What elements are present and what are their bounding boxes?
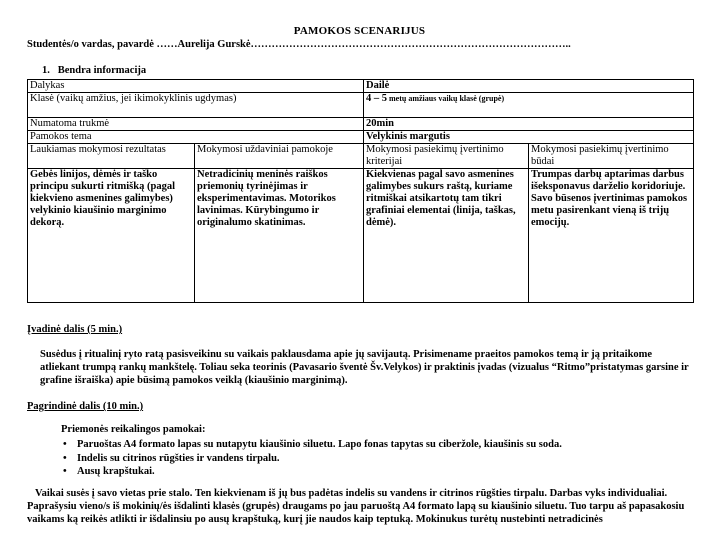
intro-heading: Įvadinė dalis (5 min.) [27, 324, 123, 335]
general-info-table [27, 79, 694, 303]
list-item: • Indelis su citrinos rūgšties ir vandens tirpalu. [63, 452, 693, 466]
info-header-row [28, 144, 694, 169]
student-label: Studentės/o vardas, pavardė [27, 39, 154, 50]
column-header: Laukiamas mokymosi rezultatas [28, 144, 195, 169]
info-content-row [28, 169, 694, 303]
intro-paragraph: Susėdus į ritualinį ryto ratą pasisveikinu su vaikais paklausdama apie jų savijautą. Prisimename praeitos pamokos temą ir ją pritaikome atliekant trumpą rankų mankštelę. Toliau seka teorinis (Pavasario šventė Šv.Velykos) ir praktinis įvadas (vizualus “Ritmo”pristatymas garsine ir grafine išraiška) apie būsimą pamokos veiklą (kiaušinio marginimą). [40, 349, 689, 386]
info-row-topic [28, 131, 694, 144]
tools-label: Priemonės reikalingos pamokai: [61, 424, 206, 435]
column-header: Mokymosi pasiekimų įvertinimo kriterijai [364, 144, 529, 169]
list-item: • Paruoštas A4 formato lapas su nutapytu kiaušinio siluetu. Lapo fonas tapytas su ciberžole, kiaušinis su soda. [63, 438, 693, 452]
info-value-main: 4 – 5 [366, 93, 387, 104]
tools-list [63, 438, 693, 479]
student-value: ……Aurelija Gurskė……………………………………………………………………………….. [156, 39, 571, 50]
main-heading: Pagrindinė dalis (10 min.) [27, 401, 144, 412]
info-value [364, 93, 694, 118]
info-label: Pamokos tema [28, 131, 364, 144]
info-value: Dailė [364, 80, 694, 93]
student-name-line [27, 39, 571, 50]
list-item: • Ausų krapštukai. [63, 465, 693, 479]
info-value: 20min [364, 118, 694, 131]
main-paragraph: Vaikai susės į savo vietas prie stalo. Ten kiekvienam iš jų bus padėtas indelis su vandens ir citrinos rūgšties tirpalu. Darbas vyks individualiai. Paprašysiu vieno/s iš mokinių/ės išdalinti klasės (grupės) draugams po jau paruoštą A4 formato lapą su kiaušinio siluetu. Tuo tarpu aš papasakosiu vaikams ką reikės atlikti ir išdalinsiu po ausų krapštuką, kurį jie naudos kaip teptuką. Mokinukus turėtų nustebinti netradicinės [27, 488, 685, 525]
table-cell: Netradicinių meninės raiškos priemonių tyrinėjimas ir eksperimentavimas. Motorikos lavinimas. Kūrybingumo ir originalumo skatinimas. [195, 169, 364, 303]
info-label: Dalykas [28, 80, 364, 93]
page-title: PAMOKOS SCENARIJUS [293, 25, 426, 37]
section-general-heading [42, 65, 146, 76]
section-title: Bendra informacija [57, 65, 147, 76]
table-cell: Kiekvienas pagal savo asmenines galimybes sukurs raštą, kuriame ritmiškai atsikartotų tam tikri grafiniai elementai (linija, taškas, dėmė). [364, 169, 529, 303]
column-header: Mokymosi uždaviniai pamokoje [195, 144, 364, 169]
info-value-small: metų amžiaus vaikų klasė (grupė) [387, 94, 505, 103]
table-cell: Trumpas darbų aptarimas darbus išeksponavus darželio koridoriuje. Savo būsenos įvertinimas pamokos metu pasirenkant vieną iš trijų emocijų. [529, 169, 694, 303]
section-number: 1. [42, 65, 50, 76]
info-value: Velykinis margutis [364, 131, 694, 144]
table-cell: Gebės linijos, dėmės ir taško principu sukurti ritmišką (pagal kiekvieno asmenines galimybes) velykinio kiaušinio marginimo dekorą. [28, 169, 195, 303]
info-label: Numatoma trukmė [28, 118, 364, 131]
info-row-class [28, 93, 694, 118]
column-header: Mokymosi pasiekimų įvertinimo būdai [529, 144, 694, 169]
info-row-subject [28, 80, 694, 93]
info-label: Klasė (vaikų amžius, jei ikimokyklinis ugdymas) [28, 93, 364, 118]
info-row-duration [28, 118, 694, 131]
